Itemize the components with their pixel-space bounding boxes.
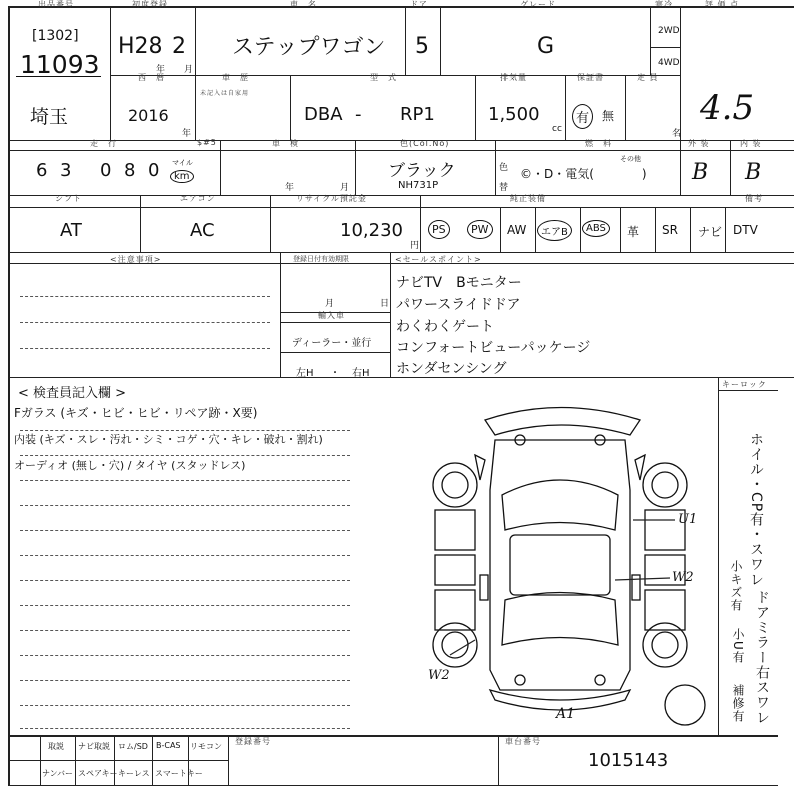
- header-car-name: 車 名: [290, 0, 317, 9]
- unit-month-top: 月: [184, 65, 194, 75]
- score-handwritten: 4.5: [700, 88, 755, 128]
- drive-4wd: 4WD: [658, 58, 680, 68]
- header-inspection: 車 検: [272, 139, 299, 148]
- bottom-item-navi-manual: ナビ取説: [78, 742, 110, 751]
- header-warranty: 保証書: [577, 73, 604, 82]
- equip-pw-label: PW: [467, 220, 493, 239]
- mileage-digit-1: 6: [36, 160, 48, 181]
- header-history-note: 未記入は自家用: [200, 90, 250, 97]
- sales-point-3: わくわくゲート: [396, 319, 494, 335]
- car-name: ステップワゴン: [232, 35, 386, 60]
- bottom-item-spare-key: スペアキー: [78, 769, 118, 778]
- header-bottom-reg: 登録番号: [235, 737, 271, 746]
- header-inspector: < 検査員記入欄 >: [18, 386, 127, 401]
- side-note-2: ドアミラー右スワレ: [754, 590, 770, 725]
- header-aircon: エアコン: [180, 194, 216, 203]
- exterior-grade: B: [692, 160, 709, 185]
- sales-point-2: パワースライドドア: [396, 297, 521, 313]
- registration-month: 2: [172, 34, 186, 59]
- lot-number: 11093: [20, 50, 100, 79]
- model-prefix: DBA: [304, 104, 343, 125]
- header-note-bar: 備考: [745, 194, 763, 203]
- km-circle: km: [170, 170, 194, 183]
- header-model: 型 式: [370, 73, 397, 82]
- header-import: 輸入車: [318, 311, 345, 320]
- car-damage-diagram: [420, 400, 720, 730]
- header-frame: 車台番号: [505, 737, 541, 746]
- bottom-item-smart-key: スマートキー: [155, 769, 203, 778]
- recycle-fee: 10,230: [340, 220, 403, 241]
- equip-dtv: DTV: [733, 223, 758, 237]
- frame-number: 1015143: [588, 750, 669, 771]
- side-note-1: ホイル・CP有・スワレ: [748, 432, 764, 588]
- equip-aw: AW: [507, 223, 527, 237]
- unit-cc: cc: [552, 124, 562, 134]
- header-color: 色(Col.No): [400, 139, 450, 148]
- header-score: 評 価 点: [705, 0, 740, 9]
- fuel-value: ©・D・電気( ): [520, 167, 647, 181]
- doors: 5: [415, 34, 429, 59]
- color-label: 色: [499, 163, 509, 173]
- damage-mark-w2-right: W2: [672, 570, 694, 585]
- inspector-line-glass: Fガラス (キズ・ヒビ・ヒビ・リペア跡・X要): [14, 406, 258, 420]
- registration-era: H28: [118, 34, 163, 59]
- equip-navi: ナビ: [698, 225, 723, 239]
- equip-abs-label: ABS: [582, 220, 610, 237]
- inspection-year-unit: 年: [285, 183, 295, 193]
- displacement: 1,500: [488, 104, 540, 125]
- header-sales: <セールスポイント>: [395, 255, 482, 264]
- header-year: 西 暦: [138, 73, 165, 82]
- lot-prefix: [1302]: [32, 28, 79, 44]
- mileage-digit-5: 0: [148, 160, 160, 181]
- color-code: NH731P: [398, 180, 439, 191]
- header-keylock: キーロック: [722, 380, 767, 389]
- header-registration: 初度登録: [132, 0, 168, 9]
- steering-dot: ・: [330, 368, 340, 379]
- header-mileage-unit: $#5: [197, 138, 217, 147]
- sales-point-4: コンフォートビューパッケージ: [396, 340, 591, 356]
- registration-month: 月: [325, 299, 335, 309]
- unit-km: [170, 170, 194, 183]
- equip-ps-label: PS: [428, 220, 450, 239]
- registration-day: 日: [380, 299, 390, 309]
- steering-left: 左H: [296, 368, 314, 379]
- warranty-yes: [572, 104, 593, 129]
- bottom-item-remote: リモコン: [190, 742, 222, 751]
- header-mileage: 走 行: [90, 139, 117, 148]
- damage-mark-u1: U1: [678, 512, 698, 527]
- damage-mark-a1: A1: [556, 706, 576, 722]
- unit-year-row2: 年: [182, 129, 192, 139]
- header-grade: グレード: [520, 0, 556, 9]
- sales-point-1: ナビTV Bモニター: [396, 275, 522, 291]
- side-note-3: 小キズ有: [729, 560, 743, 612]
- transmission: AT: [60, 220, 82, 241]
- mileage-digit-3: 0: [100, 160, 112, 181]
- bottom-item-rom-sd: ロム/SD: [118, 742, 148, 751]
- bottom-item-bcas: B-CAS: [156, 741, 181, 750]
- model-code: RP1: [400, 104, 435, 125]
- unit-mile: マイル: [172, 159, 193, 167]
- header-registration-expiry: 登録日付有効期限: [293, 255, 349, 263]
- year: 2016: [128, 106, 169, 125]
- equip-ps: [428, 220, 450, 239]
- mileage-digit-4: 8: [124, 160, 136, 181]
- dealer-parallel: ディーラー・並行: [292, 338, 372, 349]
- equip-pw: [467, 220, 493, 239]
- aircon: AC: [190, 220, 215, 241]
- color-change-label: 替: [499, 183, 509, 193]
- unit-capacity: 名: [672, 129, 682, 139]
- side-note-5: 補修有: [731, 684, 745, 723]
- header-recycle: リサイクル預託金: [296, 194, 367, 203]
- header-shift: シフト: [55, 194, 82, 203]
- drive-2wd: 2WD: [658, 26, 680, 36]
- header-door: ドア: [410, 0, 428, 9]
- header-fuel: 燃 料: [585, 139, 612, 148]
- header-history: 車 歴: [222, 73, 249, 82]
- unit-yen: 円: [410, 241, 420, 251]
- equip-airbag-label: エアB: [537, 220, 572, 241]
- fuel-other: その他: [620, 155, 641, 163]
- mileage-digit-2: 3: [60, 160, 72, 181]
- header-equipment: 純正装備: [510, 194, 546, 203]
- region: 埼玉: [30, 106, 69, 128]
- header-notes: <注意事項>: [110, 255, 162, 264]
- unit-year-top: 年: [156, 65, 166, 75]
- equip-airbag: [537, 220, 572, 241]
- steering-right: 右H: [352, 368, 370, 379]
- bottom-item-keyless: キーレス: [118, 769, 150, 778]
- damage-mark-w2-left: W2: [428, 668, 450, 683]
- header-interior: 内 装: [740, 139, 762, 148]
- header-lot: 出品番号: [38, 0, 74, 9]
- header-drive: 寒冷: [655, 0, 673, 9]
- warranty-yes-circle: 有: [572, 104, 593, 129]
- color-name: ブラック: [388, 161, 456, 181]
- inspection-month-unit: 月: [340, 183, 350, 193]
- equip-abs: [582, 220, 610, 237]
- header-capacity: 定 員: [637, 73, 659, 82]
- sales-point-5: ホンダセンシング: [396, 361, 507, 377]
- interior-grade: B: [745, 160, 762, 185]
- equip-leather: 革: [627, 225, 640, 239]
- grade: G: [537, 34, 555, 59]
- warranty-no: 無: [602, 109, 615, 123]
- bottom-item-plate: ナンバー: [42, 769, 74, 778]
- inspector-line-interior: 内装 (キズ・スレ・汚れ・シミ・コゲ・穴・キレ・破れ・割れ): [14, 433, 323, 446]
- bottom-item-manual: 取説: [48, 742, 64, 751]
- header-cc: 排気量: [500, 73, 527, 82]
- side-note-4: 小U有: [731, 628, 745, 664]
- equip-sr: SR: [662, 223, 678, 237]
- inspector-line-audio: オーディオ (無し・穴) / タイヤ (スタッドレス): [14, 459, 246, 472]
- header-exterior: 外 装: [688, 139, 710, 148]
- model-dash: -: [355, 104, 362, 125]
